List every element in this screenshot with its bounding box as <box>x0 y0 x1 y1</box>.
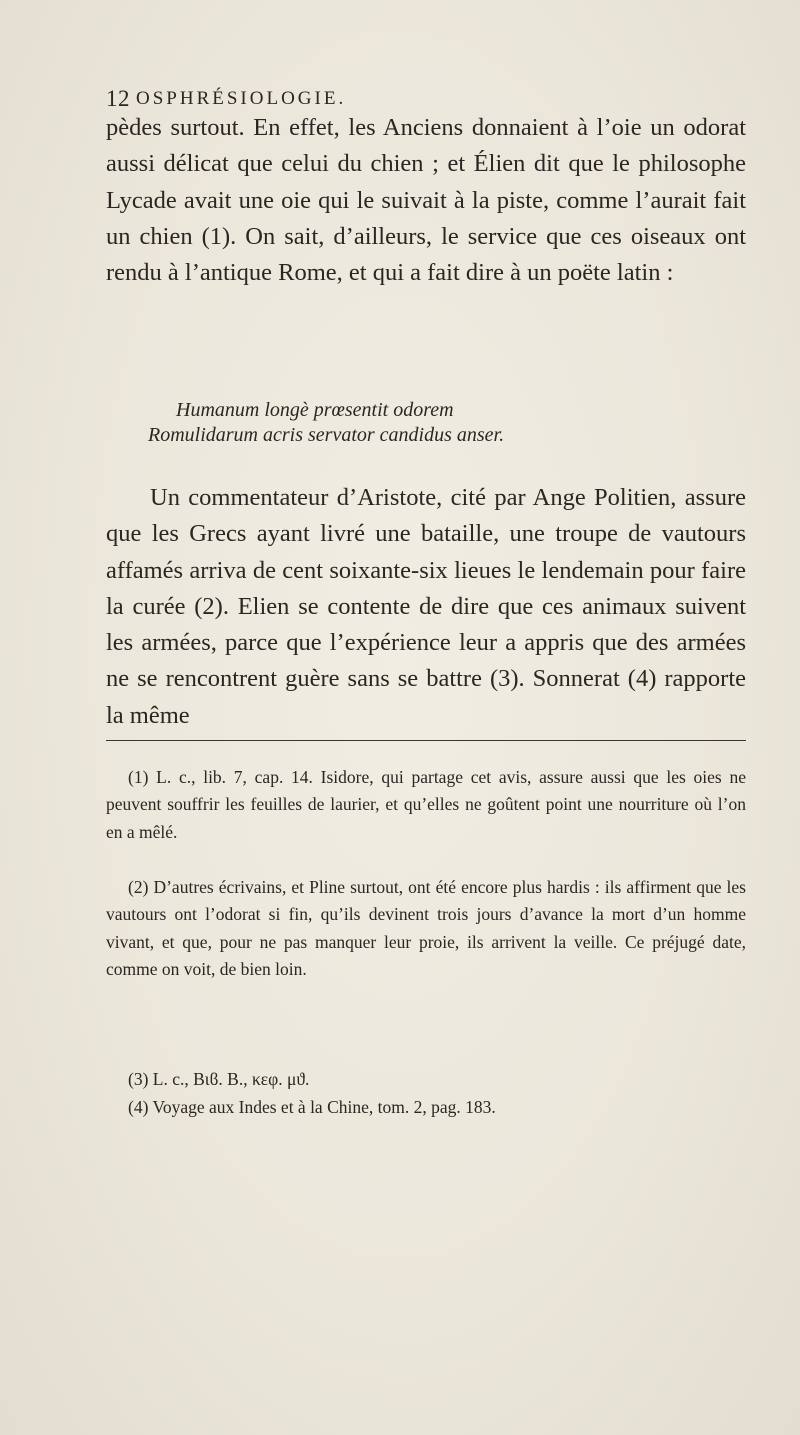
verse-line-2: Romulidarum acris servator candidus anser. <box>148 424 505 446</box>
paragraph-1: pèdes surtout. En effet, les Anciens donnaient à l’oie un odorat aussi délicat que celui du chien ; et Élien dit que le philosophe Lycade avait une oie qui le suivait à la piste, comme l’aurait fait un chien (1). On sait, d’ailleurs, le service que ces oiseaux ont rendu à l’antique Rome, et qui a fait dire à un poëte latin : <box>106 114 746 287</box>
paragraph-2: Un commentateur d’Aristote, cité par Ange Politien, assure que les Grecs ayant livré une bataille, une troupe de vautours affamés arriva de cent soixante-six lieues le lendemain pour faire la curée (2). Elien se contente de dire que ces animaux suivent les armées, parce que l’expérience leur a appris que des armées ne se rencontrent guère sans se battre (3). Sonnerat (4) rapporte la même <box>106 484 746 729</box>
page-number: 12 <box>106 86 130 111</box>
footnote-3: (3) L. c., Βιϐ. Β., κεφ. μϑ. <box>128 1069 310 1089</box>
footnote-1: (1) L. c., lib. 7, cap. 14. Isidore, qui partage cet avis, assure aussi que les oies ne peuvent souffrir les feuilles de laurier, et qu’elles ne goûtent point une nourriture où l’on en a mêlé. <box>106 767 746 842</box>
footnote-divider <box>106 740 746 741</box>
footnote-2: (2) D’autres écrivains, et Pline surtout, ont été encore plus hardis : ils affirment que les vautours ont l’odorat si fin, qu’ils devinent trois jours d’avance la mort d’un homme vivant, et que, pour ne pas manquer leur proie, ils arrivent la veille. Ce préjugé date, comme on voit, de bien loin. <box>106 877 746 979</box>
running-title: OSPHRÉSIOLOGIE. <box>136 88 347 109</box>
footnote-4: (4) Voyage aux Indes et à la Chine, tom. 2, pag. 183. <box>128 1097 496 1117</box>
verse-line-1: Humanum longè prœsentit odorem <box>176 399 454 421</box>
